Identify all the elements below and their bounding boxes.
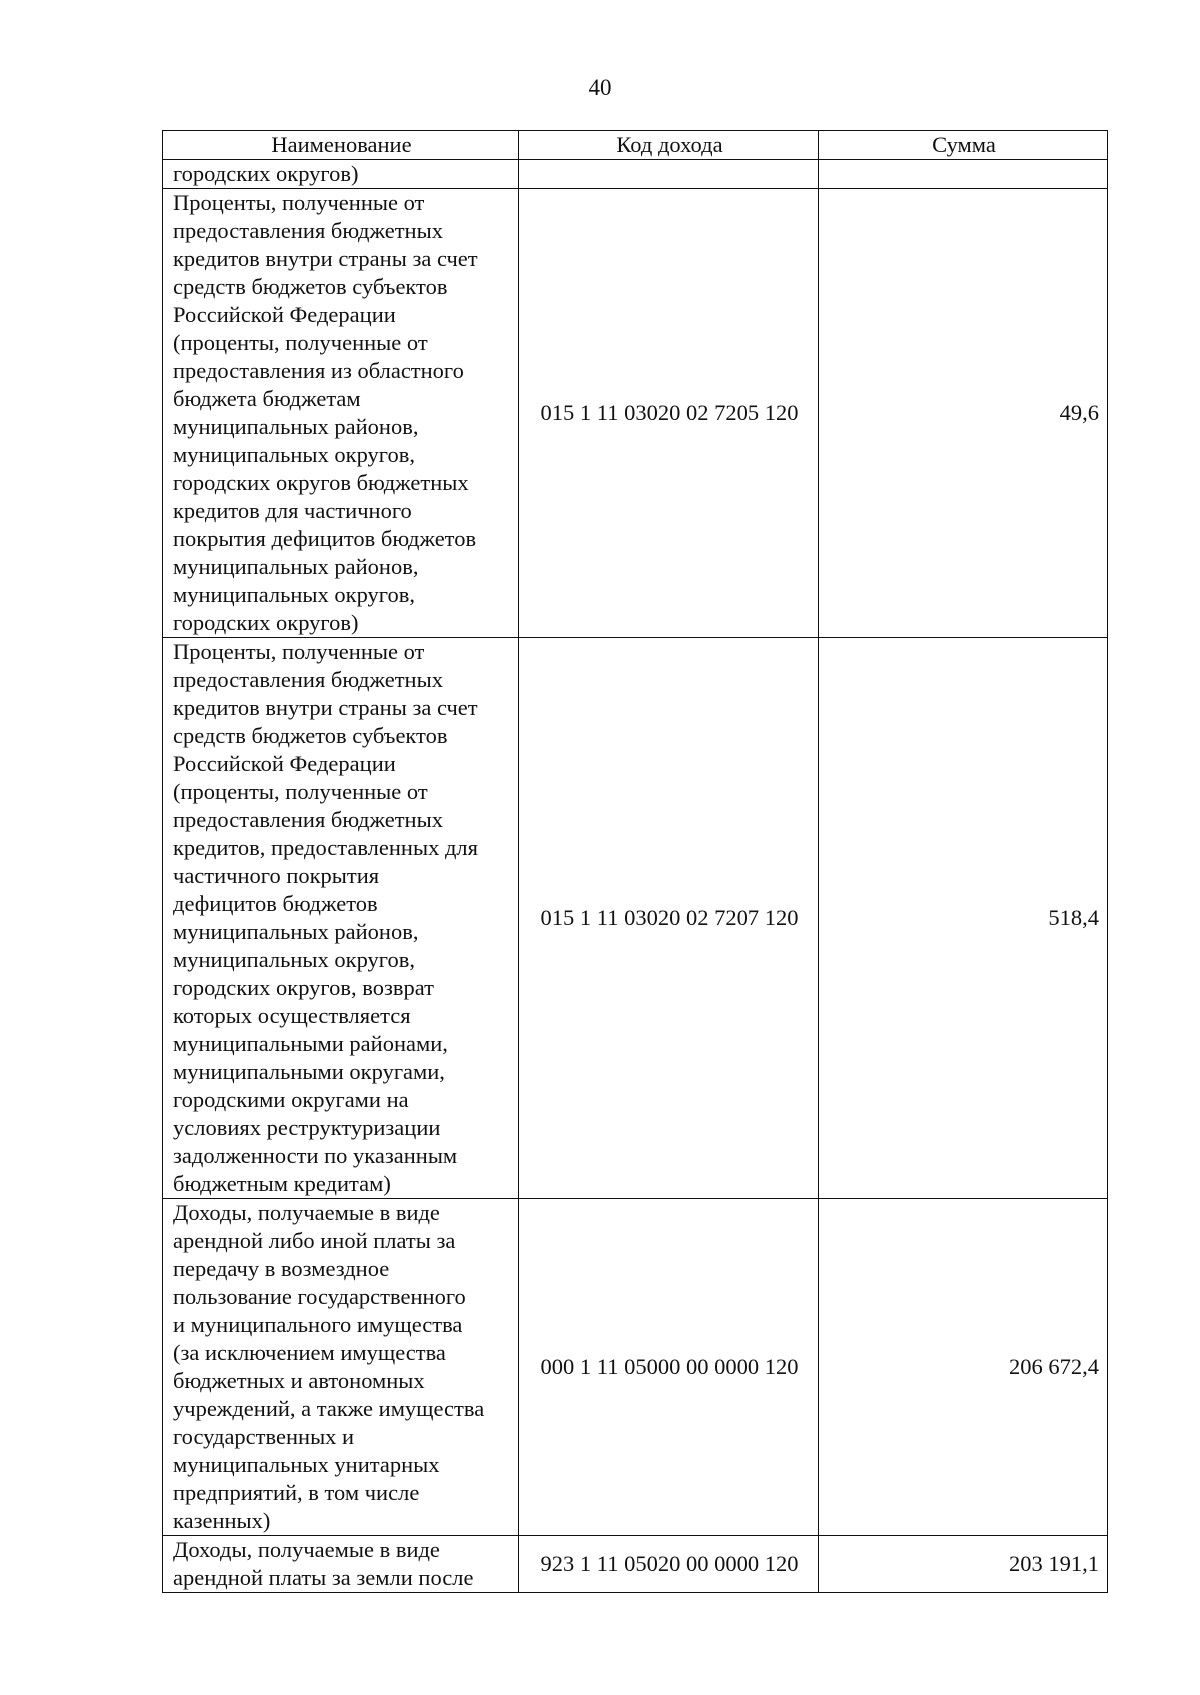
row-sum: 206 672,4 [819, 1199, 1108, 1536]
table-row [163, 1199, 1108, 1536]
row-code: 923 1 11 05020 00 0000 120 [519, 1536, 819, 1593]
row-name: Доходы, получаемые в виде арендной платы за земли после [163, 1536, 519, 1593]
table-row [163, 189, 1108, 638]
row-code: 015 1 11 03020 02 7207 120 [519, 638, 819, 1199]
header-sum: Сумма [819, 131, 1108, 160]
revenue-table [162, 130, 1108, 1593]
table-row [163, 1536, 1108, 1593]
row-sum: 518,4 [819, 638, 1108, 1199]
page-number: 40 [588, 75, 612, 100]
row-sum: 49,6 [819, 189, 1108, 638]
table-row [163, 160, 1108, 189]
row-name: городских округов) [163, 160, 519, 189]
row-sum [819, 160, 1108, 189]
row-name: Проценты, полученные от предоставления бюджетных кредитов внутри страны за счет средств бюджетов субъектов Российской Федерации (проценты, полученные от предоставления из областного бюджета бюджетам муниципальных районов, муниципальных округов, городских округов бюджетных кредитов для частичного покрытия дефицитов бюджетов муниципальных районов, муниципальных округов, городских округов) [163, 189, 519, 638]
header-code: Код дохода [519, 131, 819, 160]
table-row [163, 638, 1108, 1199]
row-code: 000 1 11 05000 00 0000 120 [519, 1199, 819, 1536]
row-sum: 203 191,1 [819, 1536, 1108, 1593]
row-code: 015 1 11 03020 02 7205 120 [519, 189, 819, 638]
header-name: Наименование [163, 131, 519, 160]
row-name: Доходы, получаемые в виде арендной либо иной платы за передачу в возмездное пользование государственного и муниципального имущества (за исключением имущества бюджетных и автономных учреждений, а также имущества государственных и муниципальных унитарных предприятий, в том числе казенных) [163, 1199, 519, 1536]
row-name: Проценты, полученные от предоставления бюджетных кредитов внутри страны за счет средств бюджетов субъектов Российской Федерации (проценты, полученные от предоставления бюджетных кредитов, предоставленных для частичного покрытия дефицитов бюджетов муниципальных районов, муниципальных округов, городских округов, возврат которых осуществляется муниципальными районами, муниципальными округами, городскими округами на условиях реструктуризации задолженности по указанным бюджетным кредитам) [163, 638, 519, 1199]
table-header-row [163, 131, 1108, 160]
row-code [519, 160, 819, 189]
